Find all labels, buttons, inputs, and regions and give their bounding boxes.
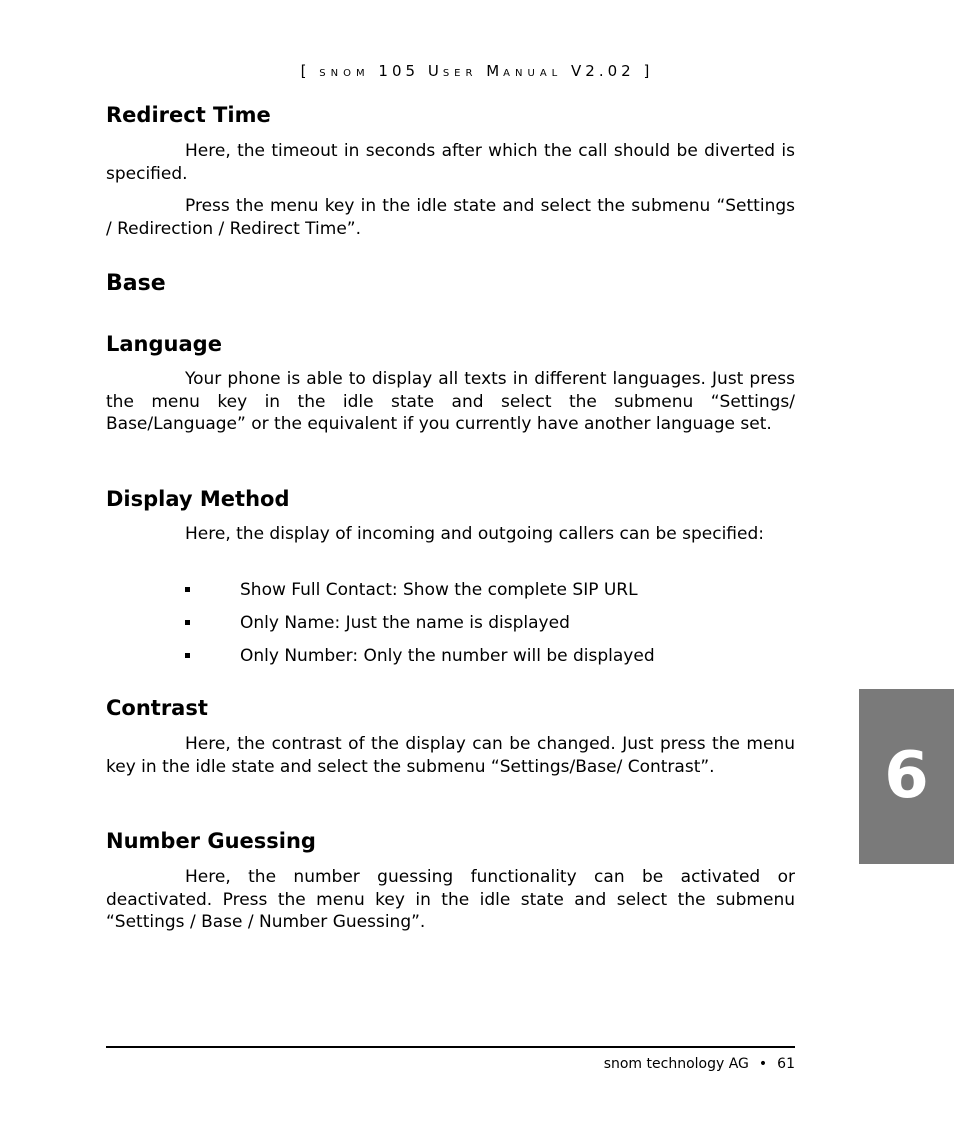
heading-base: Base xyxy=(106,271,166,296)
number-guessing-paragraph: Here, the number guessing functionality can be activated or deactivated. Press the menu key in the idle state and select the submenu “Settings / Base / Number Guessing”. xyxy=(106,867,795,932)
footer-company: snom technology AG xyxy=(603,1056,749,1072)
header-close-bracket: ] xyxy=(643,62,654,80)
header-model: 105 xyxy=(378,62,420,80)
header-open-bracket: [ xyxy=(300,62,311,80)
header-user: USER xyxy=(427,62,478,80)
running-header xyxy=(0,62,954,80)
heading-redirect-time: Redirect Time xyxy=(106,103,271,127)
heading-number-guessing: Number Guessing xyxy=(106,829,316,853)
footer-separator: • xyxy=(758,1056,768,1072)
redirect-time-paragraph-2: Press the menu key in the idle state and select the submenu “Settings / Redirection / Redirect Time”. xyxy=(106,196,795,239)
heading-display-method: Display Method xyxy=(106,487,290,511)
heading-contrast: Contrast xyxy=(106,696,208,720)
bullet-square-icon xyxy=(185,587,190,592)
header-manual: MANUAL xyxy=(486,62,563,80)
footer-rule xyxy=(106,1046,795,1048)
language-paragraph: Your phone is able to display all texts in different languages. Just press the menu key in the idle state and select the submenu “Settings/ Base/Language” or the equivalent if you currently have another language set. xyxy=(106,369,795,434)
bullet-square-icon xyxy=(185,653,190,658)
chapter-tab xyxy=(859,689,954,864)
bullet-square-icon xyxy=(185,620,190,625)
page-number: 61 xyxy=(777,1056,795,1072)
heading-language: Language xyxy=(106,332,222,356)
header-version: V2.02 xyxy=(571,62,635,80)
display-method-paragraph: Here, the display of incoming and outgoing callers can be specified: xyxy=(185,524,764,544)
redirect-time-paragraph-1: Here, the timeout in seconds after which the call should be diverted is specified. xyxy=(106,141,795,184)
contrast-paragraph: Here, the contrast of the display can be changed. Just press the menu key in the idle state and select the submenu “Settings/Base/ Contrast”. xyxy=(106,734,795,777)
header-brand: SNOM xyxy=(319,68,370,79)
chapter-number: 6 xyxy=(884,739,929,813)
page-footer xyxy=(604,1056,795,1072)
